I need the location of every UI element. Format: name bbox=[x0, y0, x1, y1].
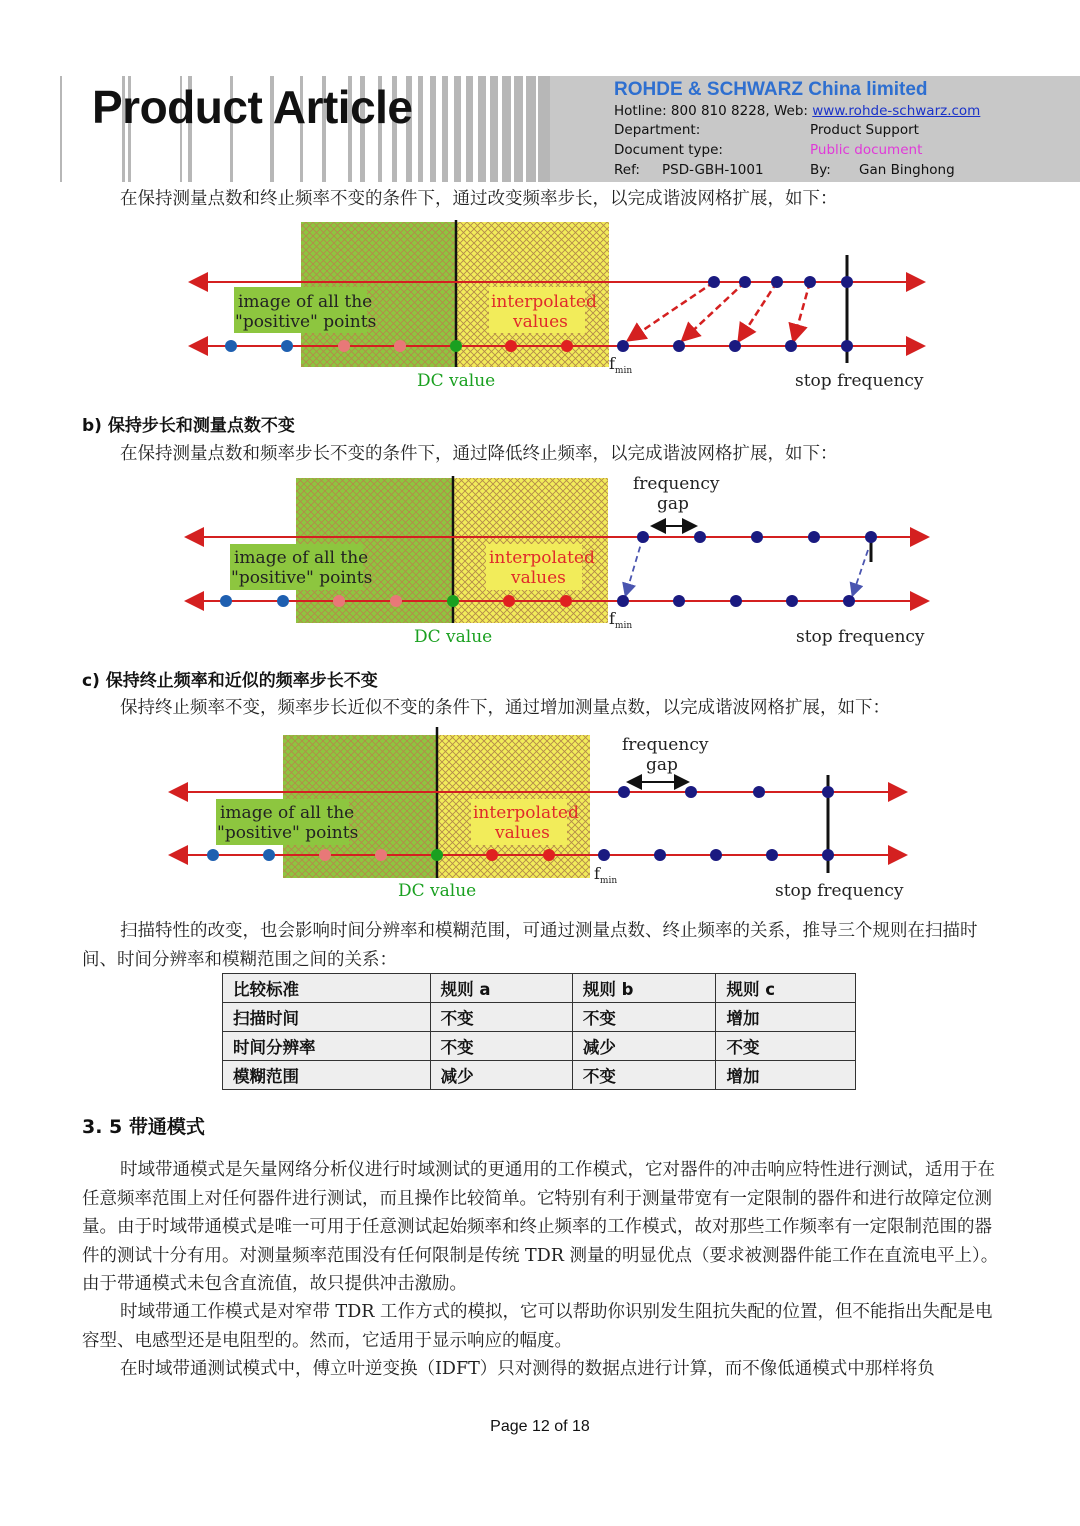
table-header-row bbox=[223, 974, 856, 1003]
interpolated-point bbox=[561, 340, 573, 352]
interp-label-line2: values bbox=[495, 823, 550, 843]
section-c-heading: c) 保持终止频率和近似的频率步长不变 bbox=[82, 671, 378, 691]
document-title: Product Article bbox=[92, 81, 413, 133]
dc-point bbox=[431, 849, 443, 861]
table-row bbox=[223, 1003, 856, 1032]
mapping-arrow bbox=[684, 282, 745, 339]
freq-gap-line1: frequency bbox=[622, 735, 709, 755]
table-cell: 减少 bbox=[430, 1061, 572, 1090]
table-cell: 减少 bbox=[572, 1032, 716, 1061]
dc-value-label: DC value bbox=[414, 627, 493, 647]
harmonic-point bbox=[617, 340, 629, 352]
dc-point bbox=[450, 340, 462, 352]
image-point bbox=[390, 595, 402, 607]
measured-point bbox=[685, 786, 697, 798]
hotline-label: Hotline: 800 810 8228, Web: bbox=[614, 103, 813, 119]
measured-point bbox=[618, 786, 630, 798]
figure-3-more-points bbox=[162, 727, 922, 907]
table-cell: 不变 bbox=[572, 1061, 716, 1090]
image-point bbox=[281, 340, 293, 352]
mapping-arrow bbox=[630, 282, 714, 339]
interpolated-point bbox=[505, 340, 517, 352]
table-row bbox=[223, 1061, 856, 1090]
harmonic-point bbox=[786, 595, 798, 607]
figure-1-frequency-step bbox=[180, 215, 940, 395]
harmonic-point bbox=[766, 849, 778, 861]
department-value: Product Support bbox=[810, 122, 919, 138]
measured-point bbox=[637, 531, 649, 543]
dc-value-label: DC value bbox=[417, 371, 496, 391]
harmonic-point bbox=[841, 340, 853, 352]
table-cell: 不变 bbox=[572, 1003, 716, 1032]
fmin-main: f bbox=[609, 609, 615, 628]
image-label-line1: image of all the bbox=[220, 803, 355, 823]
freq-gap-line2: gap bbox=[646, 755, 678, 775]
measured-point bbox=[739, 276, 751, 288]
dc-value-label: DC value bbox=[398, 881, 477, 901]
ref-label: Ref: bbox=[614, 162, 640, 178]
image-point bbox=[263, 849, 275, 861]
image-label-line1: image of all the bbox=[238, 292, 373, 312]
image-point bbox=[225, 340, 237, 352]
harmonic-point bbox=[617, 595, 629, 607]
harmonic-point bbox=[710, 849, 722, 861]
harmonic-point bbox=[822, 849, 834, 861]
department-label: Department: bbox=[614, 122, 701, 138]
doctype-value: Public document bbox=[810, 142, 923, 158]
interpolated-point bbox=[543, 849, 555, 861]
table-row bbox=[223, 1032, 856, 1061]
shift-arrow bbox=[626, 537, 643, 594]
table-cell: 增加 bbox=[716, 1061, 856, 1090]
section-c-text: 保持终止频率不变，频率步长近似不变的条件下，通过增加测量点数，以完成谐波网格扩展，如下： bbox=[120, 698, 890, 718]
interpolated-point bbox=[486, 849, 498, 861]
rules-comparison-table bbox=[222, 973, 856, 1090]
table-header-cell: 规则 a bbox=[430, 974, 572, 1003]
measured-point bbox=[865, 531, 877, 543]
table-header-cell: 比较标准 bbox=[223, 974, 431, 1003]
table-cell: 增加 bbox=[716, 1003, 856, 1032]
freq-gap-line2: gap bbox=[657, 494, 689, 514]
mapping-arrow bbox=[794, 282, 810, 339]
image-label-line1: image of all the bbox=[234, 548, 369, 568]
measured-point bbox=[804, 276, 816, 288]
measured-point bbox=[822, 786, 834, 798]
hotline-line bbox=[614, 103, 980, 119]
section-3-5-paragraph-2: 时域带通工作模式是对窄带 TDR 工作方式的模拟，它可以帮助你识别发生阻抗失配的位置，但不能指出失配是电容型、电感型还是电阻型的。然而，它适用于显示响应的幅度。 bbox=[82, 1302, 993, 1351]
fmin-main: f bbox=[594, 864, 600, 883]
section-3-5-paragraph-1: 时域带通模式是矢量网络分析仪进行时域测试的更通用的工作模式，它对器件的冲击响应特性进行测试，适用于在任意频率范围上对任何器件进行测试，而且操作比较简单。它特别有利于测量带宽有一定限制的器件和进行故障定位测量。由于时域带通模式是唯一可用于任意测试起始频率和终止频率的工作模式，故对那些工作频率有一定限制范围的器件的测试十分有用。对测量频率范围没有任何限制是传统 TDR 测量的明显优点（要求被测器件能工作在直流电平上）。由于带通模式未包含直流值，故只提供冲击激励。 bbox=[82, 1160, 999, 1294]
interp-label-line1: interpolated bbox=[491, 292, 597, 312]
image-point bbox=[319, 849, 331, 861]
website-link[interactable]: www.rohde-schwarz.com bbox=[812, 103, 981, 119]
harmonic-point bbox=[673, 595, 685, 607]
interp-label-line1: interpolated bbox=[489, 548, 595, 568]
image-point bbox=[277, 595, 289, 607]
measured-point bbox=[694, 531, 706, 543]
interp-label-line1: interpolated bbox=[473, 803, 579, 823]
dc-point bbox=[447, 595, 459, 607]
freq-gap-line1: frequency bbox=[633, 474, 720, 494]
image-point bbox=[375, 849, 387, 861]
harmonic-point bbox=[785, 340, 797, 352]
image-label-line2: "positive" points bbox=[235, 312, 377, 332]
section-3-5-paragraph-3: 在时域带通测试模式中，傅立叶逆变换（IDFT）只对测得的数据点进行计算，而不像低通模式中那样将负 bbox=[120, 1359, 935, 1379]
measured-point bbox=[751, 531, 763, 543]
fmin-main: f bbox=[609, 354, 615, 373]
section-3-5-heading: 3. 5 带通模式 bbox=[82, 1116, 205, 1138]
fmin-sub: min bbox=[614, 621, 633, 631]
image-point bbox=[333, 595, 345, 607]
harmonic-point bbox=[598, 849, 610, 861]
harmonic-point bbox=[729, 340, 741, 352]
interpolated-point bbox=[560, 595, 572, 607]
table-cell: 不变 bbox=[430, 1032, 572, 1061]
harmonic-point bbox=[673, 340, 685, 352]
stop-frequency-label: stop frequency bbox=[775, 881, 904, 901]
section-b-heading: b) 保持步长和测量点数不变 bbox=[82, 416, 295, 436]
fmin-label bbox=[609, 609, 632, 631]
table-cell: 模糊范围 bbox=[223, 1061, 431, 1090]
stop-frequency-label: stop frequency bbox=[796, 627, 925, 647]
page-number: Page 12 of 18 bbox=[490, 1418, 590, 1435]
image-label-line2: "positive" points bbox=[217, 823, 359, 843]
fmin-sub: min bbox=[614, 366, 633, 376]
interp-label-line2: values bbox=[513, 312, 568, 332]
figure-2-stop-frequency bbox=[178, 470, 938, 652]
interpolated-point bbox=[503, 595, 515, 607]
table-cell: 扫描时间 bbox=[223, 1003, 431, 1032]
stop-frequency-label: stop frequency bbox=[795, 371, 924, 391]
table-cell: 时间分辨率 bbox=[223, 1032, 431, 1061]
doctype-label: Document type: bbox=[614, 142, 723, 158]
measured-point bbox=[841, 276, 853, 288]
company-name: ROHDE & SCHWARZ China limited bbox=[614, 79, 928, 100]
table-header-cell: 规则 b bbox=[572, 974, 716, 1003]
table-header-cell: 规则 c bbox=[716, 974, 856, 1003]
mapping-arrow bbox=[740, 282, 777, 339]
section-b-text: 在保持测量点数和频率步长不变的条件下，通过降低终止频率，以完成谐波网格扩展，如下： bbox=[120, 444, 838, 464]
measured-point bbox=[771, 276, 783, 288]
fmin-label bbox=[594, 864, 617, 886]
image-point bbox=[394, 340, 406, 352]
fmin-label bbox=[609, 354, 632, 376]
image-point bbox=[207, 849, 219, 861]
interp-label-line2: values bbox=[511, 568, 566, 588]
by-value: Gan Binghong bbox=[859, 162, 955, 178]
ref-value: PSD-GBH-1001 bbox=[662, 162, 764, 178]
harmonic-point bbox=[843, 595, 855, 607]
measured-point bbox=[708, 276, 720, 288]
fmin-sub: min bbox=[599, 876, 618, 886]
image-label-line2: "positive" points bbox=[231, 568, 373, 588]
measured-point bbox=[808, 531, 820, 543]
harmonic-point bbox=[654, 849, 666, 861]
summary-text: 扫描特性的改变，也会影响时间分辨率和模糊范围，可通过测量点数、终止频率的关系，推导三个规则在扫描时间、时间分辨率和模糊范围之间的关系： bbox=[82, 921, 978, 970]
measured-point bbox=[753, 786, 765, 798]
image-point bbox=[338, 340, 350, 352]
table-cell: 不变 bbox=[716, 1032, 856, 1061]
harmonic-point bbox=[730, 595, 742, 607]
shift-arrow bbox=[853, 550, 868, 594]
table-cell: 不变 bbox=[430, 1003, 572, 1032]
by-label: By: bbox=[810, 162, 831, 178]
image-point bbox=[220, 595, 232, 607]
intro-text: 在保持测量点数和终止频率不变的条件下，通过改变频率步长，以完成谐波网格扩展，如下： bbox=[120, 189, 838, 209]
